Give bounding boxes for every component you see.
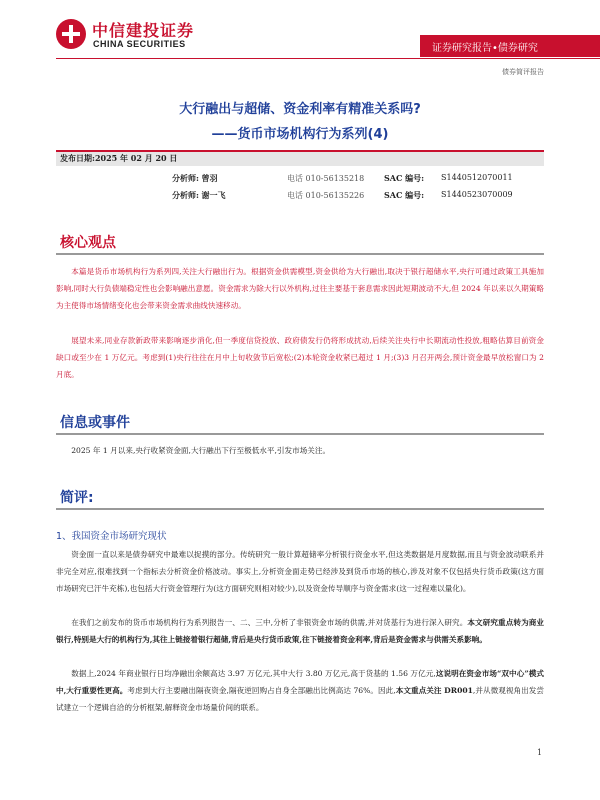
logo-name-en: CHINA SECURITIES <box>93 39 186 49</box>
body-paragraph: 数据上,2024 年商业银行日均净融出余额高达 3.97 万亿元,其中大行 3.80 万亿元,高于货基的 1.56 万亿元,这说明在资金市场“双中心”模式中,大行重要性更高。考虑到大行主要融出隔夜资金,隔夜逆回购占自身全部融出比例高达 76%。因此,本文重点关注 DR001,并从微观视角出发尝试建立一个逻辑自洽的分析框架,解释资金市场量价间的联系。 <box>56 669 544 712</box>
analyst-role: 分析师: <box>172 190 199 200</box>
header-divider <box>56 58 600 59</box>
analyst-phone: 电话 010-56135226 <box>287 191 365 200</box>
section-divider <box>56 253 544 255</box>
emphasis-text: 本文研究重点转为商业银行,特别是大行的机构行为,其往上链接着银行超储,背后是央行货币政策,往下链接着资金利率,背后是资金需求与供需关系影响。 <box>56 618 545 644</box>
event-paragraph: 2025 年 1 月以来,央行收紧资金面,大行融出下行至极低水平,引发市场关注。 <box>71 446 331 455</box>
section-divider <box>56 508 544 510</box>
company-logo-icon <box>56 19 86 49</box>
emphasis-text: 这说明在资金市场“双中心”模式中,大行重要性更高。 <box>56 669 544 695</box>
body-paragraph: 资金面一直以来是债券研究中最难以捉摸的部分。传统研究一般计算超储率分析银行资金水平,但这类数据是月度数据,而且与资金波动联系并非完全对应,很难找到一个指标去分析资金价格波动。事实上,分析资金面走势已经涉及到货币市场的核心,涉及对象不仅包括央行货币政策(这方面市场研究已汗牛充栋),也包括大行资金管理行为(这方面研究则相对较少),以及资金传导顺序与资金需求(这一过程难以量化)。 <box>56 550 544 593</box>
analyst-name: 谢一飞 <box>201 190 226 200</box>
analyst-phone: 电话 010-56135218 <box>287 174 365 183</box>
subsection-heading: 1、我国资金市场研究现状 <box>56 531 167 542</box>
page-number: 1 <box>537 748 543 757</box>
emphasis-text: 本文重点关注 DR001 <box>395 686 473 695</box>
core-view-paragraph: 本篇是货币市场机构行为系列四,关注大行融出行为。根据资金供需模型,资金供给为大行融出,取决于银行超储水平,央行可通过政策工具施加影响,同时大行负债端稳定性也会影响融出意愿。资金需求为除大行以外机构,过往主要基于套息需求因此短期波动不大,但 2024 年以来以久期策略为主使得市场情绪变化也会带来资金需求曲线快速移动。 <box>56 267 544 310</box>
body-paragraph: 在我们之前发布的货币市场机构行为系列报告一、二、三中,分析了非银资金市场的供需,并对货基行为进行深入研究。本文研究重点转为商业银行,特别是大行的机构行为,其往上链接着银行超储,背后是央行货币政策,往下链接着资金利率,背后是资金需求与供需关系影响。 <box>56 618 545 644</box>
header-banner-text: 证券研究报告•债券研究 <box>432 43 538 54</box>
section-events-title: 信息或事件 <box>60 415 130 431</box>
report-title: 大行融出与超储、资金利率有精准关系吗? <box>179 102 421 117</box>
report-type: 债券简评报告 <box>502 68 544 76</box>
analyst-name: 曾羽 <box>201 173 218 183</box>
section-review-title: 简评: <box>60 490 94 506</box>
analyst-role: 分析师: <box>172 173 199 183</box>
analyst-sac: S1440523070009 <box>441 190 513 199</box>
report-subtitle: ——货币市场机构行为系列(4) <box>211 127 389 142</box>
logo-name-cn: 中信建投证券 <box>92 21 195 40</box>
section-core-views-title: 核心观点 <box>60 235 116 251</box>
publish-date: 发布日期:2025 年 02 月 20 日 <box>60 153 178 163</box>
analyst-sac-label: SAC 编号: <box>384 190 425 200</box>
analyst-sac-label: SAC 编号: <box>384 173 425 183</box>
analyst-row <box>172 190 226 201</box>
section-divider <box>56 433 544 435</box>
analyst-row <box>172 173 218 184</box>
core-view-paragraph: 展望未来,同业存款新政带来影响逐步消化,但一季度信贷投放、政府债发行仍将形成扰动,后续关注央行中长期流动性投放,粗略估算目前资金缺口或至少在 1 万亿元。考虑到(1)央行往往在月中上旬收敛节后宽松;(2)本轮资金收紧已超过 1 月;(3)3 月召开两会,预计资金最早放松窗口为 2 月底。 <box>56 336 544 379</box>
analyst-sac: S1440512070011 <box>441 173 513 182</box>
